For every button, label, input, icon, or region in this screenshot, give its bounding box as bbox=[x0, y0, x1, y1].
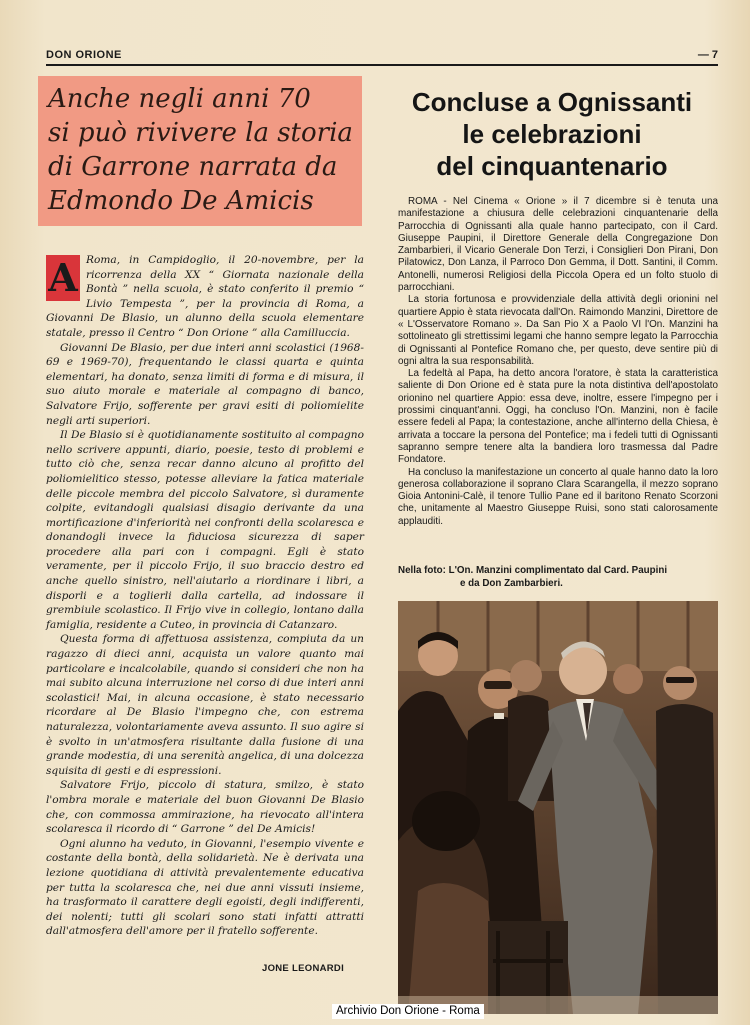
right-article-title: Concluse a Ognissanti le celebrazioni del cinquantenario bbox=[411, 87, 693, 181]
left-article-title-box bbox=[38, 76, 362, 226]
event-photo bbox=[398, 601, 718, 1014]
page-header bbox=[46, 48, 718, 66]
drop-cap: A bbox=[46, 255, 80, 301]
photo-caption bbox=[398, 565, 718, 590]
caption-line-2: e da Don Zambarbieri. bbox=[460, 577, 563, 589]
right-paragraph-3: La fedeltà al Papa, ha detto ancora l'oratore, è stata la caratteristica saliente di Don Orione ed è stata pure la nota distintiva dell'apostolato orionino nel quartiere Appio: essa deve, inoltre, essere l'impegno per i prossimi cinquant'anni. Oggi, ha concluso l'On. Manzini, non è facile essere fedeli al Papa; la contestazione, anche all'interno della Chiesa, è arrivata a toccare la persona del Pontefice; ma i fedeli tutti di Ognissanti sapranno sempre tenere alta la bandiera loro trasmessa dal Padre Fondatore. bbox=[398, 368, 718, 466]
left-paragraph-6: Ogni alunno ha veduto, in Giovanni, l'esempio vivente e costante della bontà, della solidarietà. Ne è derivata una lezione quotidiana di attività prevalentemente educativa per tutta la scolaresca che, nei due anni vissuti insieme, ha trasformato il carattere degli egoisti, degli indifferenti, dei nolenti; tutti gli scolari sono stati infatti attratti dall'atmosfera dell'amore per il fratello sofferente. bbox=[46, 837, 364, 938]
right-paragraph-4: Ha concluso la manifestazione un concerto al quale hanno dato la loro generosa collaborazione il soprano Clara Scarangella, il mezzo soprano Gioia Antonini-Calè, il tenore Tullio Pane ed il baritono Renato Scorzoni che, unitamente al Maestro Giuseppe Ruisi, sono stati calorosamente applauditi. bbox=[398, 466, 718, 527]
author-signature: JONE LEONARDI bbox=[262, 963, 345, 974]
left-paragraph-4: Questa forma di affettuosa assistenza, compiuta da un ragazzo di dieci anni, acquista un valore quanto mai particolare e incalcolabile, quando si consideri che non ha mai subito alcuna interruzione nel corso di due interi anni scolastici! Mai, in alcuna occasione, è stato necessario ricordare al De Blasio l'impegno che, con estrema naturalezza, volontariamente aveva assunto. Il suo agire si è svolto in un'atmosfera risultante dalla fusione di una grande modestia, di una serenità angelica, di una dolcezza squisita di gesti e di espressioni. bbox=[46, 633, 364, 777]
left-paragraph-3: Il De Blasio si è quotidianamente sostituito al compagno nello scrivere appunti, diario, poesie, testo di problemi e tutto ciò che, senza recar danno alcuno al profitto del poliomielitico stesso, potesse alleviare la fatica materiale delle piccole membra del piccolo Salvatore, sì duramente colpite, evitandogli qualsiasi disagio derivante da una mortificazione d'inferiorità nei confronti della scolaresca e donandogli invece la fiduciosa sicurezza di saper procedere alla pari con i compagni. Egli è stato veramente, per il piccolo Frijo, il suo braccio destro ed anche quello sinistro, nell'aiutarlo a riordinare i libri, a disporli e a toglierli dalla cartella, ad indossare il grembiule scolastico. Il Frijo vive in collegio, lontano dalla famiglia, residente a Cuteo, in provincia di Catanzaro. bbox=[46, 429, 364, 631]
right-article-body bbox=[398, 196, 718, 528]
archive-watermark: Archivio Don Orione - Roma bbox=[332, 1004, 484, 1019]
publication-name: DON ORIONE bbox=[46, 49, 122, 61]
event-photo-illustration bbox=[398, 601, 718, 1014]
right-paragraph-1: ROMA - Nel Cinema « Orione » il 7 dicembre si è tenuta una manifestazione a chiusura delle celebrazioni cinquantenarie della Parrocchia di Ognissanti alla quale hanno partecipato, con il Card. Giuseppe Paupini, il Direttore Generale della Congregazione Don Zambarbieri, il Vicario Generale Don Terzi, i Consiglieri Don Pirani, Don Pilatowicz, Don Lanza, il Parroco Don Gemma, il Dott. Santini, il Comm. Antonelli, numerosi Religiosi della Piccola Opera ed un folto stuolo di parrocchiani. bbox=[398, 196, 718, 294]
caption-line-1: Nella foto: L'On. Manzini complimentato dal Card. Paupini bbox=[398, 565, 668, 576]
left-paragraph-2: Giovanni De Blasio, per due interi anni scolastici (1968-69 e 1969-70), frequentando le classi quarta e quinta elementari, ha donato, senza limiti di forma e di misura, il suo aiuto morale e materiale al compagno di banco, Salvatore Frijo, sofferente per gravi esiti di poliomielite negli arti superiori. bbox=[46, 341, 364, 427]
left-paragraph-1: A Roma, in Campidoglio, il 20-novembre, per la ricorrenza della XX “ Giornata nazionale della Bontà ” nella scuola, è stato conferito il premio “ Livio Tempesta ”, per la provincia di Roma, a Giovanni De Blasio, un alunno della scuola elementare statale, presso il Centro “ Don Orione ” alla Camilluccia. bbox=[46, 254, 364, 339]
left-article-title: Anche negli anni 70 si può rivivere la storia di Garrone narrata da Edmondo De Amicis bbox=[48, 84, 353, 216]
right-paragraph-2: La storia fortunosa e provvidenziale della attività degli orionini nel quartiere Appio è stata rievocata dall'On. Raimondo Manzini, Direttore de « L'Osservatore Romano ». Da San Pio X a Paolo VI l'On. Manzini ha sottolineato gli strettissimi legami che hanno sempre legato la Parrocchia di Ognissanti al Pontefice Romano che, per questo, deve sentire più di ogni altra la sua responsabilità. bbox=[398, 294, 718, 367]
left-paragraph-5: Salvatore Frijo, piccolo di statura, smilzo, è stato l'ombra morale e materiale del buon Giovanni De Blasio che, con commossa ammirazione, ha rievocato all'intera scolaresca il ricordo di “ Garrone ” del De Amicis! bbox=[46, 779, 364, 836]
left-article-body bbox=[46, 253, 364, 939]
page-number: — 7 bbox=[697, 49, 718, 61]
